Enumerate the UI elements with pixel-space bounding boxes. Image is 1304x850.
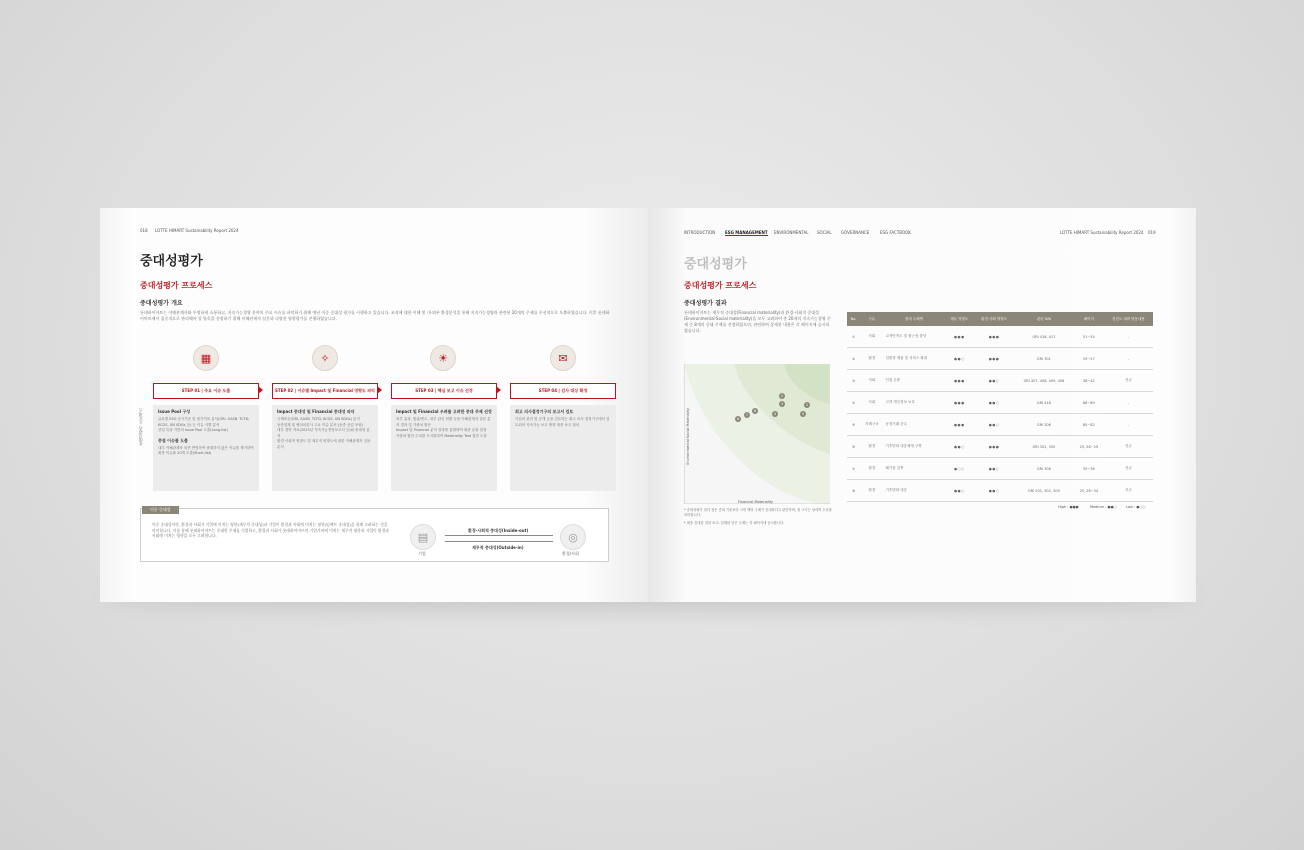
table-cell: 인권 존중 — [884, 370, 945, 392]
table-row — [847, 326, 1153, 348]
table-header: 중대 주제명 — [884, 312, 945, 326]
step-03-box-title: Impact 및 Financial 우려를 고려한 중대 주제 선정 — [396, 409, 492, 414]
table-cell: ●●● — [945, 392, 974, 414]
table-cell: 25, 28~29 — [1074, 436, 1104, 458]
page-title: 중대성평가 — [140, 254, 203, 269]
result-title: 중대성평가 결과 — [684, 300, 727, 307]
table-row — [847, 458, 1153, 480]
section-title: 중대성평가 프로세스 — [684, 281, 757, 290]
table-cell: 신규 — [1104, 480, 1153, 502]
chart-point: 4 — [773, 412, 777, 416]
table-cell: ●●○ — [974, 414, 1014, 436]
table-row — [847, 348, 1153, 370]
step-02-item: 국제표준(GRI, SASB, TCFD, KCGS, UN SDGs) 분석 — [277, 417, 360, 421]
table-cell: - — [1104, 392, 1153, 414]
table-cell: ●●● — [974, 348, 1014, 370]
table-cell: - — [1104, 348, 1153, 370]
step-arrow — [377, 386, 382, 394]
table-cell: ⑤ — [847, 414, 860, 436]
table-header: 구분 — [860, 312, 883, 326]
step-04: STEP 04 | 검사 대상 확정 — [510, 383, 616, 399]
right-page-number: 019 — [1148, 230, 1156, 235]
table-cell: ●●○ — [945, 348, 974, 370]
result-text: 롯데하이마트는 재무적 중대성(Financial materiality)과 환경·사회적 중대성(Environmental·Social materiality)을 모두 고려하여 총 20개의 지속가능경영 주제 중 8개의 중대 주제를 선정하였으며, 관련하여 상세한 내용은 각 페이지에 공시하였습니다. — [684, 310, 831, 333]
nav-environmental[interactable]: ENVIRONMENTAL — [774, 230, 809, 235]
table-cell: 지배구조 — [860, 414, 883, 436]
table-cell: ●●● — [974, 436, 1014, 458]
step-01-item: 내부 이해관계자 의견 반영하여 중대하지 않은 이슈를 제거하여 최종 이슈풀 20개 도출(Short-list) — [158, 445, 254, 455]
table-cell: 환경 — [860, 348, 883, 370]
nav-governance[interactable]: GOVERNANCE — [841, 230, 870, 235]
left-page-report-title: LOTTE HIMART Sustainability Report 2024 — [155, 228, 239, 233]
page-title-faded: 중대성평가 — [684, 257, 747, 272]
table-cell: 38~42 — [1074, 370, 1104, 392]
table-row — [847, 414, 1153, 436]
table-cell: ●●○ — [974, 480, 1014, 502]
table-cell: ⑥ — [847, 436, 860, 458]
chart-point: 7 — [745, 413, 749, 417]
overview-title: 중대성평가 개요 — [140, 300, 183, 307]
left-page-number: 018 — [140, 228, 148, 233]
nav-introduction[interactable]: INTRODUCTION — [684, 230, 716, 235]
chart-ylabel: Environmental·Social Materiality — [686, 408, 690, 465]
table-cell: ●●○ — [974, 458, 1014, 480]
table-cell: ④ — [847, 392, 860, 414]
lightbulb-icon: ☀ — [430, 345, 456, 371]
table-cell: 사회 — [860, 370, 883, 392]
open-report-book — [100, 208, 1196, 602]
table-cell: 사회 — [860, 326, 883, 348]
table-cell: 51~54 — [1074, 326, 1104, 348]
overview-text: 롯데하이마트는 이해관계자와 투명하게 소통하고, 지속가능경영 분야의 주요 이슈를 파악하기 위해 매년 이중 중대성 평가를 시행하고 있습니다. 조직에 대한 이해 및 내·외부 환경분석을 통해 지속가능경영과 관련된 20개의 주제를 우선적으로 도출하였습니다. 이후 롯데하이마트에서 집중적으로 관리해야 할 항목을 선정하기 위해 이해관계자 설문과 다양한 영향평가를 진행하였습니다. — [140, 310, 610, 321]
table-cell: ●●○ — [974, 392, 1014, 414]
chart-point: 3 — [780, 402, 784, 406]
gear-envelope-icon: ✉ — [550, 345, 576, 371]
table-cell: - — [1104, 414, 1153, 436]
table-row — [847, 436, 1153, 458]
table-cell: 고객 개인정보 보호 — [884, 392, 945, 414]
table-cell: 29~27 — [1074, 348, 1104, 370]
step-04-box-title: 최고 의사결정기구의 보고서 검토 — [515, 409, 574, 414]
table-cell: GRI 301 — [1014, 348, 1074, 370]
chart-point: 5 — [801, 412, 805, 416]
table-header: 환경·사회 영향도 — [974, 312, 1014, 326]
table-cell: 신규 — [1104, 370, 1153, 392]
nav-social[interactable]: SOCIAL — [817, 230, 832, 235]
table-row — [847, 370, 1153, 392]
table-cell: ●●○ — [945, 436, 974, 458]
table-header: 페이지 — [1074, 312, 1104, 326]
table-cell: 환경 — [860, 436, 883, 458]
table-cell: 35~36 — [1074, 458, 1104, 480]
table-header: 관련 GRI — [1014, 312, 1074, 326]
step-03-item: 외부 효과, 범위/빈도, 내부 관리 현황 등을 이해관계자 설문 분석 결과 및 가중치 합산 — [396, 417, 491, 427]
table-cell: GRI 416, 417 — [1014, 326, 1074, 348]
legend-medium: Medium : ●●○ — [1090, 505, 1117, 509]
org-chart-icon: ▦ — [193, 345, 219, 371]
society-label: 환경/사회 — [562, 551, 579, 556]
table-cell: GRI 201, 302, 305 — [1014, 480, 1074, 502]
legend-high: High : ●●● — [1058, 505, 1079, 509]
chart-point: 2 — [780, 394, 784, 398]
step-03-box — [391, 405, 497, 491]
table-cell: ●●○ — [945, 480, 974, 502]
table-cell: GRI 206 — [1014, 414, 1074, 436]
step-02: STEP 02 | 이슈별 Impact 및 Financial 영향도 파악 — [272, 383, 378, 399]
step-01-box-title-2: 중점 이슈풀 도출 — [158, 437, 188, 443]
chart-xlabel: Financial Materiality — [738, 500, 774, 504]
table-cell: ●●● — [945, 414, 974, 436]
table-row — [847, 480, 1153, 502]
inside-out-arrow — [445, 535, 553, 536]
table-cell: 기후변화 대응 — [884, 480, 945, 502]
outside-in-label: 재무적 중대성(Outside-in) — [472, 545, 524, 550]
table-cell: ●●○ — [974, 370, 1014, 392]
table-cell: ●●● — [945, 326, 974, 348]
step-02-item: 동종업계 및 벤치마킹사 주요 이슈 분석 (동종 산업 포함) — [277, 422, 364, 427]
process-side-label: 중대성평가 프로세스 — [138, 408, 143, 446]
double-materiality-text: 이중 중대성이란, 환경과 사회가 기업에 미치는 영향(재무적 중대성)과 기업이 환경과 사회에 미치는 영향(임팩트 중대성)을 함께 고려하는 것을 의미합니다. 이를 통해 롯데하이마트는 중대한 주제를 식별하고, 환경과 사회가 롯데하이마트의 기업가치에 미치는 재무적 영향과 기업이 환경과 사회에 미치는 영향을 모두 고려합니다. — [152, 522, 389, 538]
materiality-matrix-chart — [684, 364, 830, 504]
table-cell: 80~82 — [1074, 414, 1104, 436]
table-cell: ③ — [847, 370, 860, 392]
step-01-item: 산업 특성 기반의 Issue Pool 도출(Long-list) — [158, 428, 228, 432]
step-02-box — [272, 405, 378, 491]
double-materiality-tag: 이중 중대성 — [142, 506, 179, 514]
table-cell: GRI 302, 305 — [1014, 436, 1074, 458]
materiality-table — [847, 312, 1153, 502]
section-title: 중대성평가 프로세스 — [140, 281, 213, 290]
table-cell: ●○○ — [945, 458, 974, 480]
table-cell: 환경 — [860, 480, 883, 502]
step-arrow — [496, 386, 501, 394]
table-cell: GRI 418 — [1014, 392, 1074, 414]
step-02-item: 환경·사회적 영향도 및 재무적 영향도에 대한 이해관계자 설문 분석 — [277, 439, 371, 449]
network-icon: ✧ — [312, 345, 338, 371]
table-header: 재무 영향도 — [945, 312, 974, 326]
step-01-box — [153, 405, 259, 491]
step-04-item: 기업의 관리 및 공개 등을 검토하는 최고 의사 결정기구에서 검토되어 지속가능 보고 방향 최종 보고 절차 — [515, 417, 610, 427]
table-cell: 폐기물 감축 — [884, 458, 945, 480]
step-02-item: 내부 경영 자료(2023년 지속가능경영보고서 등)와 중대성 분석 — [277, 428, 370, 438]
table-cell: 공정거래 준수 — [884, 414, 945, 436]
right-page-report-title: LOTTE HIMART Sustainability Report 2024 — [1060, 230, 1144, 235]
step-arrow — [258, 386, 263, 394]
table-cell: ●●● — [945, 370, 974, 392]
company-label: 기업 — [418, 551, 426, 556]
table-cell: 친환경 제품 및 서비스 확대 — [884, 348, 945, 370]
table-cell: 66~69 — [1074, 392, 1104, 414]
step-01: STEP 01 | 주요 이슈 도출 — [153, 383, 259, 399]
table-cell: 기후변화 대응체계 구축 — [884, 436, 945, 458]
table-cell: 신규 — [1104, 458, 1153, 480]
chart-point: 1 — [805, 403, 809, 407]
table-cell: 사회 — [860, 392, 883, 414]
legend-low: Low : ●○○ — [1126, 505, 1146, 509]
table-cell: 25, 28~34 — [1074, 480, 1104, 502]
table-cell: ⑦ — [847, 458, 860, 480]
chart-note-2: * 최종 중대한 결과 보고: 임계를 넘은 주제는 각 페이지에 공시합니다. — [684, 521, 785, 525]
chart-note-1: * 중대성평가 결과 점은 중대 기준보다 크면 해당 주제가 중대하다고 판단하며, 점 크기는 상대적 수준을 의미합니다. — [684, 508, 832, 517]
table-cell: ① — [847, 326, 860, 348]
globe-icon: ◎ — [560, 524, 586, 550]
inside-out-label: 환경·사회적 중대성(Inside-out) — [468, 528, 529, 533]
table-header-row — [847, 312, 1153, 326]
table-cell: ② — [847, 348, 860, 370]
step-04-box — [510, 405, 616, 491]
step-01-item: 글로벌 ESG 공시기준 및 평가지표 분석(GRI, SASB, TCFD, KCGS, UN SDGs 등) 등 이슈 식별 분석 — [158, 417, 250, 427]
table-cell: GRI 306 — [1014, 458, 1074, 480]
table-header: No. — [847, 312, 860, 326]
chart-point: 8 — [736, 417, 740, 421]
left-page — [100, 208, 648, 602]
step-02-box-title: Impact 중대성 및 Financial 중대성 파악 — [277, 409, 355, 414]
table-row — [847, 392, 1153, 414]
nav-esg-management[interactable]: ESG MANAGEMENT — [725, 230, 768, 235]
nav-esg-factbook[interactable]: ESG FACTBOOK — [880, 230, 911, 235]
table-header: 전년도 대비 변동내용 — [1104, 312, 1153, 326]
table-cell: - — [1104, 326, 1153, 348]
table-cell: ●●● — [974, 326, 1014, 348]
step-03-item: 가중치 합산 수치를 도식화하여 Materiality Test 결과 도출 — [396, 433, 487, 438]
building-icon: ▤ — [410, 524, 436, 550]
chart-point: 6 — [753, 409, 757, 413]
step-01-box-title: Issue Pool 구성 — [158, 409, 191, 414]
table-cell: GRI 407, 408, 409, 406 — [1014, 370, 1074, 392]
outside-in-arrow — [445, 541, 553, 542]
step-03: STEP 03 | 핵심 보고 이슈 선정 — [391, 383, 497, 399]
table-cell: 신규 — [1104, 436, 1153, 458]
table-cell: 고객만족도 및 접근성 향상 — [884, 326, 945, 348]
right-page — [648, 208, 1196, 602]
step-03-item: Impact 및 Financial 분석 결과를 통합하여 최종 순위 결정 — [396, 428, 487, 432]
table-cell: 환경 — [860, 458, 883, 480]
table-cell: ⑧ — [847, 480, 860, 502]
